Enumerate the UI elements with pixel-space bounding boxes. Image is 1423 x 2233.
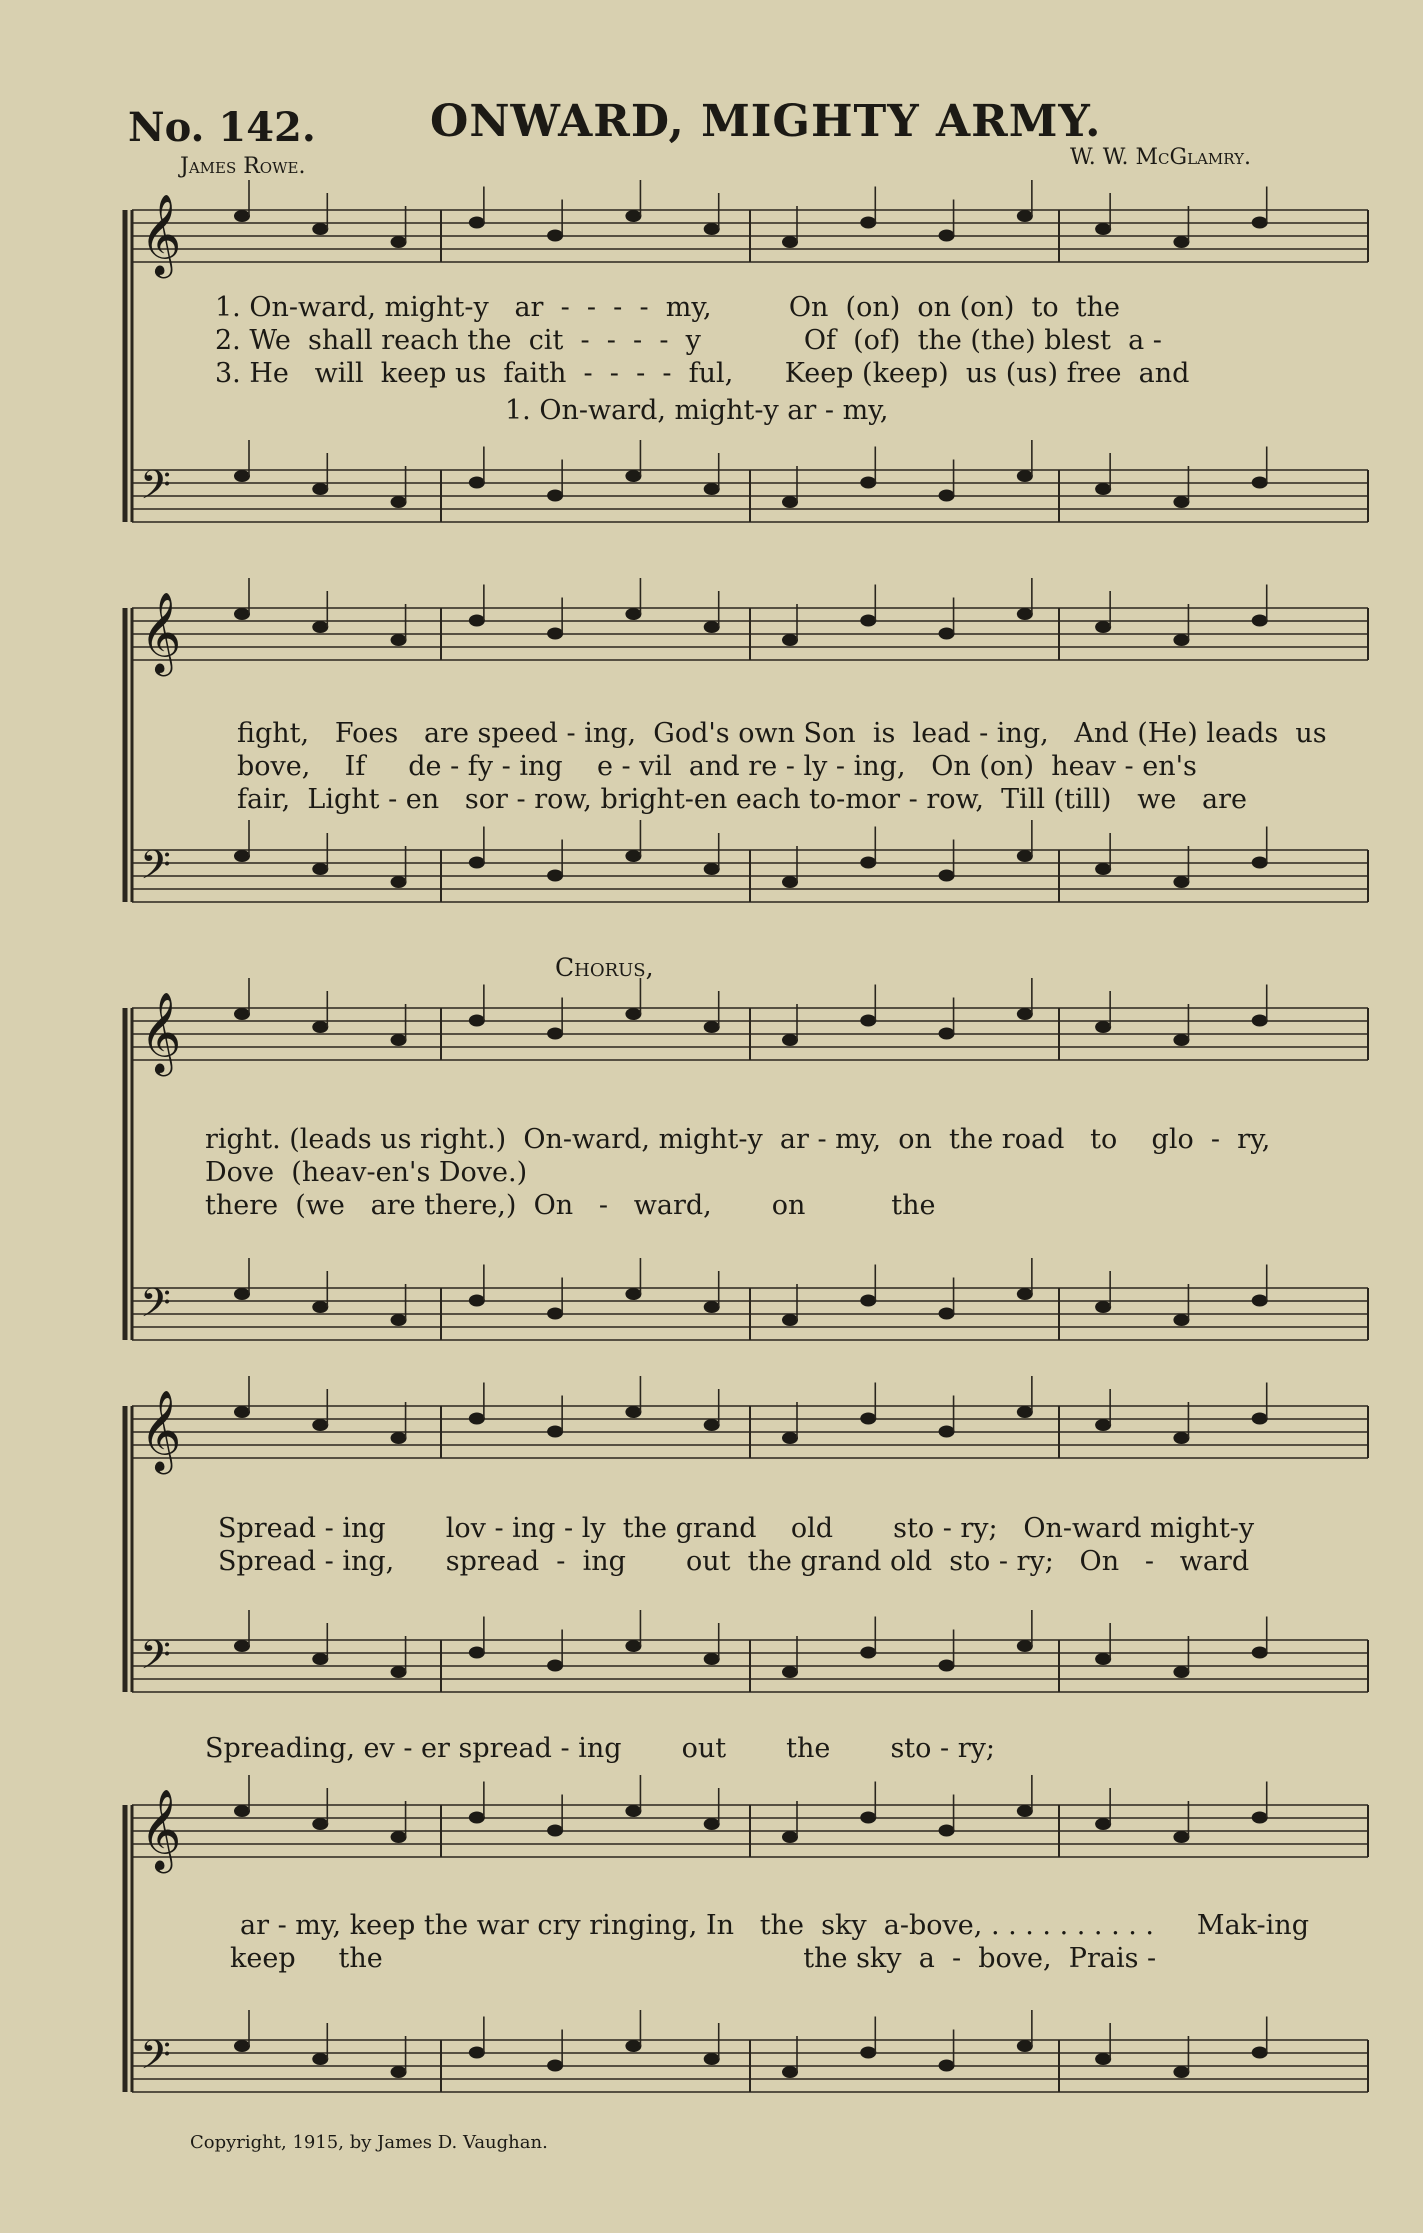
treble-clef-icon: 𝄞 [140,591,182,673]
note-head [312,1021,328,1033]
verse-2-line-2: bove, If de - fy - ing e - vil and re - ly - ing, On (on) heav - en's [237,751,1197,782]
note-head [704,2053,720,2065]
note-head [1017,1008,1033,1020]
note-head [234,1406,250,1418]
note-head [547,1426,563,1438]
chorus-line-4: Spread - ing lov - ing - ly the grand old sto - ry; On-ward might-y [218,1513,1255,1544]
note-head [1095,483,1111,495]
note-head [234,2040,250,2052]
note-head [312,863,328,875]
note-head [469,1647,485,1659]
note-head [234,1640,250,1652]
note-head [625,1008,641,1020]
note-head [1095,2053,1111,2065]
chorus-line-1: right. (leads us right.) On-ward, might-y ar - my, on the road to glo - ry, [205,1124,1271,1155]
note-head [1173,1034,1189,1046]
verse-1-line-1: 1. On-ward, might-y ar - - - - my, On (on) on (on) to the [215,292,1121,323]
note-head [625,470,641,482]
note-head [704,1021,720,1033]
note-head [1017,1406,1033,1418]
note-head [391,1666,407,1678]
note-head [939,1426,955,1438]
note-head [782,1831,798,1843]
note-head [782,1034,798,1046]
note-head [1095,863,1111,875]
note-head [391,876,407,888]
note-head [1017,608,1033,620]
note-head [782,496,798,508]
note-head [1017,850,1033,862]
note-head [469,857,485,869]
note-head [391,496,407,508]
note-head [704,1419,720,1431]
note-head [1095,1419,1111,1431]
verse-1-line-2: fight, Foes are speed - ing, God's own Son is lead - ing, And (He) leads us [237,718,1327,749]
note-head [469,217,485,229]
note-head [625,850,641,862]
note-head [547,1660,563,1672]
hymn-title: ONWARD, MIGHTY ARMY. [430,96,1102,147]
note-head [782,2066,798,2078]
note-head [1173,876,1189,888]
bass-clef-icon: 𝄢 [140,2032,171,2088]
note-head [469,477,485,489]
bass-lyric-line: Spreading, ev - er spread - ing out the sto - ry; [205,1733,995,1764]
note-head [547,1028,563,1040]
note-head [547,628,563,640]
note-head [312,1818,328,1830]
note-head [782,1666,798,1678]
note-head [860,1812,876,1824]
lyricist-credit: James Rowe. [180,154,306,179]
note-head [1252,615,1268,627]
note-head [547,1825,563,1837]
note-head [391,1432,407,1444]
note-head [1095,1301,1111,1313]
treble-clef-icon: 𝄞 [140,1788,182,1870]
note-head [234,1008,250,1020]
note-head [1173,1666,1189,1678]
chorus-label: Chorus, [555,953,654,982]
bass-clef-icon: 𝄢 [140,1632,171,1688]
note-head [469,1812,485,1824]
note-head [625,1805,641,1817]
note-head [1017,470,1033,482]
note-head [860,1647,876,1659]
note-head [939,1825,955,1837]
note-head [704,483,720,495]
note-head [1095,621,1111,633]
note-head [234,210,250,222]
note-head [625,2040,641,2052]
note-head [625,1640,641,1652]
note-head [1252,477,1268,489]
chorus-line-3: there (we are there,) On - ward, on the [205,1190,936,1221]
note-head [1095,1653,1111,1665]
chorus-line-7: keep the the sky a - bove, Prais - [230,1943,1157,1974]
note-head [469,1295,485,1307]
note-head [860,1015,876,1027]
note-head [1017,1640,1033,1652]
note-head [1173,1432,1189,1444]
note-head [1173,496,1189,508]
note-head [704,1301,720,1313]
note-head [391,1314,407,1326]
note-head [625,608,641,620]
note-head [860,1413,876,1425]
note-head [704,1653,720,1665]
note-head [860,1295,876,1307]
verse-3-line-1: 3. He will keep us faith - - - - ful, Keep (keep) us (us) free and [215,358,1190,389]
note-head [391,2066,407,2078]
alto-lyric-line-1: 1. On-ward, might-y ar - my, [505,395,889,426]
note-head [312,483,328,495]
note-head [1252,217,1268,229]
note-head [1017,210,1033,222]
note-head [1095,1818,1111,1830]
note-head [782,236,798,248]
note-head [391,1831,407,1843]
note-head [939,1308,955,1320]
verse-2-line-1: 2. We shall reach the cit - - - - y Of (of) the (the) blest a - [215,325,1162,356]
note-head [1252,857,1268,869]
note-head [1252,1812,1268,1824]
note-head [312,2053,328,2065]
hymn-number: No. 142. [128,104,316,151]
note-head [312,1419,328,1431]
note-head [547,1308,563,1320]
note-head [860,615,876,627]
note-head [939,628,955,640]
note-head [1095,1021,1111,1033]
bass-clef-icon: 𝄢 [140,842,171,898]
note-head [782,1314,798,1326]
chorus-line-5: Spread - ing, spread - ing out the grand old sto - ry; On - ward [218,1546,1250,1577]
note-head [1252,2047,1268,2059]
note-head [704,223,720,235]
note-head [469,1015,485,1027]
note-head [547,230,563,242]
note-head [547,490,563,502]
note-head [782,1432,798,1444]
copyright-notice: Copyright, 1915, by James D. Vaughan. [190,2132,548,2153]
note-head [782,634,798,646]
note-head [1252,1647,1268,1659]
note-head [469,1413,485,1425]
chorus-line-6: ar - my, keep the war cry ringing, In the sky a-bove, . . . . . . . . . . Mak-ing [240,1910,1309,1941]
note-head [939,870,955,882]
note-head [547,870,563,882]
note-head [547,2060,563,2072]
note-head [939,230,955,242]
note-head [234,1805,250,1817]
note-head [939,2060,955,2072]
note-head [469,2047,485,2059]
note-head [1173,1314,1189,1326]
note-head [860,217,876,229]
note-head [1252,1413,1268,1425]
note-head [312,223,328,235]
note-head [704,1818,720,1830]
note-head [1252,1015,1268,1027]
note-head [939,1028,955,1040]
note-head [1173,236,1189,248]
note-head [234,608,250,620]
note-head [625,210,641,222]
verse-3-line-2: fair, Light - en sor - row, bright-en each to-mor - row, Till (till) we are [237,784,1248,815]
note-head [939,490,955,502]
note-head [469,615,485,627]
note-head [1017,1288,1033,1300]
note-head [704,621,720,633]
note-head [939,1660,955,1672]
note-head [391,236,407,248]
note-head [860,2047,876,2059]
chorus-line-2: Dove (heav-en's Dove.) [205,1157,528,1188]
treble-clef-icon: 𝄞 [140,193,182,275]
note-head [234,850,250,862]
note-head [625,1406,641,1418]
composer-credit: W. W. McGlamry. [1070,145,1251,170]
note-head [1017,1805,1033,1817]
treble-clef-icon: 𝄞 [140,1389,182,1471]
note-head [312,1653,328,1665]
note-head [860,857,876,869]
note-head [704,863,720,875]
note-head [782,876,798,888]
treble-clef-icon: 𝄞 [140,991,182,1073]
bass-clef-icon: 𝄢 [140,1280,171,1336]
note-head [1252,1295,1268,1307]
note-head [234,1288,250,1300]
note-head [391,1034,407,1046]
note-head [1017,2040,1033,2052]
note-head [312,621,328,633]
note-head [860,477,876,489]
note-head [1173,2066,1189,2078]
note-head [625,1288,641,1300]
note-head [1173,1831,1189,1843]
note-head [1095,223,1111,235]
note-head [312,1301,328,1313]
note-head [391,634,407,646]
note-head [234,470,250,482]
note-head [1173,634,1189,646]
bass-clef-icon: 𝄢 [140,462,171,518]
